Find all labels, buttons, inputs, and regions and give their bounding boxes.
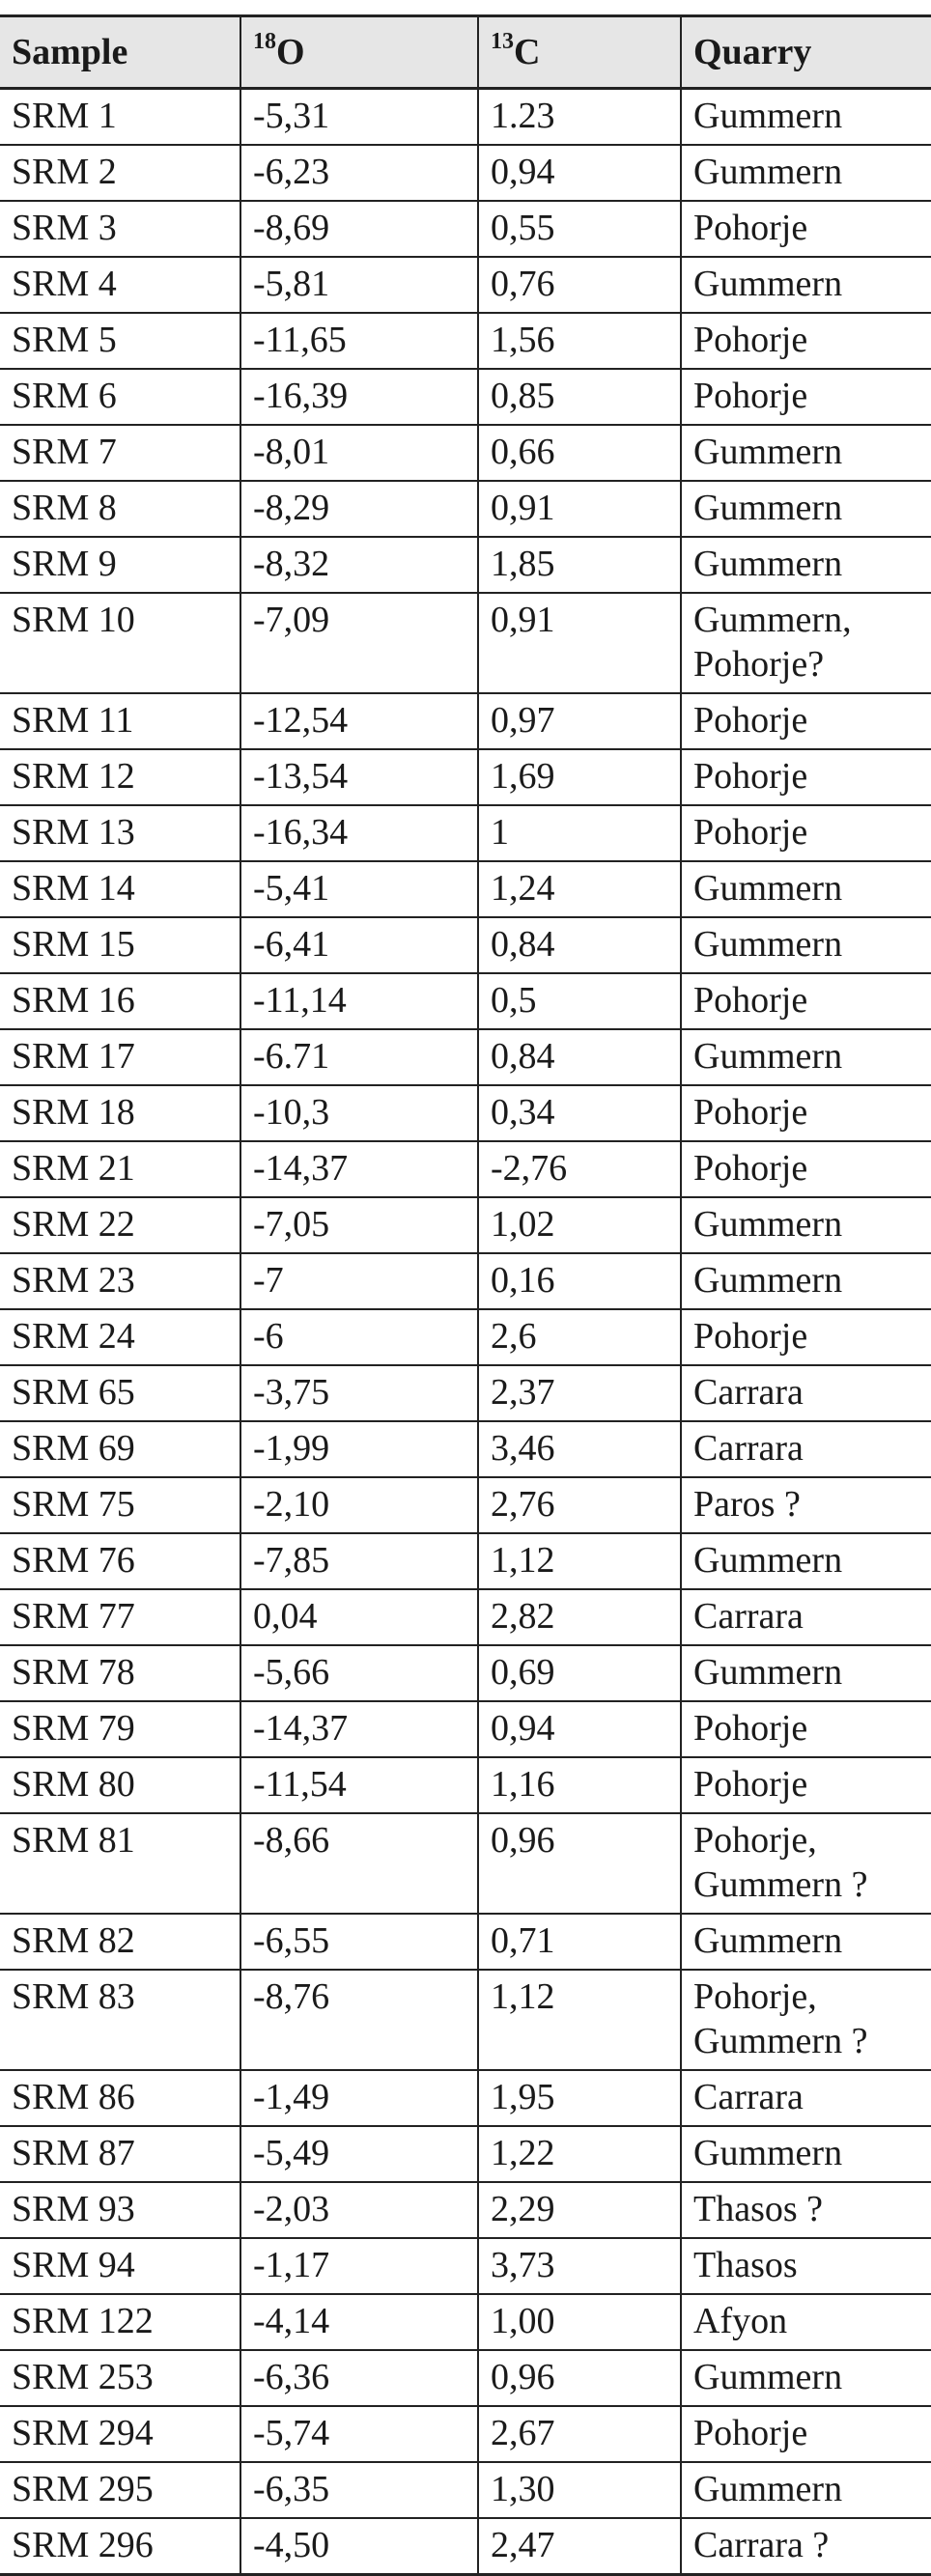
cell-sample: SRM 6 <box>0 369 240 425</box>
cell-sample: SRM 69 <box>0 1421 240 1477</box>
table-row <box>0 2182 931 2238</box>
table-row <box>0 1645 931 1701</box>
cell-carbon-13: 0,16 <box>478 1253 681 1309</box>
cell-sample: SRM 79 <box>0 1701 240 1757</box>
quarry-line: Paros ? <box>693 1484 801 1525</box>
cell-carbon-13: 0,96 <box>478 2350 681 2406</box>
cell-quarry <box>681 1085 931 1141</box>
cell-sample: SRM 16 <box>0 973 240 1029</box>
cell-carbon-13: 0,71 <box>478 1914 681 1970</box>
cell-oxygen-18: -10,3 <box>240 1085 478 1141</box>
cell-quarry <box>681 425 931 481</box>
table-row <box>0 369 931 425</box>
cell-quarry <box>681 481 931 537</box>
cell-quarry <box>681 1645 931 1701</box>
cell-sample: SRM 78 <box>0 1645 240 1701</box>
quarry-line: Gummern <box>693 1920 843 1961</box>
cell-quarry <box>681 1970 931 2070</box>
cell-quarry <box>681 1757 931 1813</box>
cell-sample: SRM 82 <box>0 1914 240 1970</box>
quarry-line: Gummern <box>693 2133 843 2173</box>
cell-carbon-13: 2,47 <box>478 2518 681 2575</box>
table-row <box>0 1914 931 1970</box>
cell-sample: SRM 83 <box>0 1970 240 2070</box>
quarry-line: Gummern <box>693 1652 843 1693</box>
table-row <box>0 1141 931 1197</box>
cell-sample: SRM 295 <box>0 2462 240 2518</box>
cell-quarry <box>681 2518 931 2575</box>
cell-oxygen-18: -6.71 <box>240 1029 478 1085</box>
quarry-line: Gummern <box>693 2469 843 2509</box>
cell-carbon-13: 2,6 <box>478 1309 681 1365</box>
cell-oxygen-18: -11,14 <box>240 973 478 1029</box>
cell-oxygen-18: -4,14 <box>240 2294 478 2350</box>
cell-carbon-13: 3,73 <box>478 2238 681 2294</box>
table-row <box>0 1533 931 1589</box>
cell-sample: SRM 81 <box>0 1813 240 1914</box>
cell-sample: SRM 2 <box>0 145 240 201</box>
cell-carbon-13: 1 <box>478 805 681 861</box>
quarry-line: Gummern ? <box>693 1864 868 1905</box>
cell-oxygen-18: -8,01 <box>240 425 478 481</box>
table-row <box>0 313 931 369</box>
cell-sample: SRM 294 <box>0 2406 240 2462</box>
cell-sample: SRM 87 <box>0 2126 240 2182</box>
quarry-line: Pohorje <box>693 2413 808 2453</box>
cell-quarry <box>681 1365 931 1421</box>
table-row <box>0 1421 931 1477</box>
cell-oxygen-18: -7,05 <box>240 1197 478 1253</box>
cell-sample: SRM 23 <box>0 1253 240 1309</box>
quarry-line: Gummern <box>693 924 843 965</box>
table-row <box>0 2126 931 2182</box>
table-header <box>0 16 931 89</box>
cell-carbon-13: 0,34 <box>478 1085 681 1141</box>
cell-oxygen-18: -7,85 <box>240 1533 478 1589</box>
cell-sample: SRM 7 <box>0 425 240 481</box>
table-row <box>0 2462 931 2518</box>
cell-carbon-13: 2,29 <box>478 2182 681 2238</box>
table-row <box>0 917 931 973</box>
cell-carbon-13: 1,95 <box>478 2070 681 2126</box>
table-row <box>0 1029 931 1085</box>
table-row <box>0 593 931 693</box>
table-row <box>0 693 931 749</box>
cell-carbon-13: 0,55 <box>478 201 681 257</box>
cell-quarry <box>681 369 931 425</box>
cell-quarry <box>681 1914 931 1970</box>
cell-quarry <box>681 917 931 973</box>
cell-quarry <box>681 2462 931 2518</box>
table-row <box>0 257 931 313</box>
cell-oxygen-18: -13,54 <box>240 749 478 805</box>
cell-sample: SRM 77 <box>0 1589 240 1645</box>
cell-carbon-13: 0,91 <box>478 593 681 693</box>
cell-sample: SRM 24 <box>0 1309 240 1365</box>
table-row <box>0 1309 931 1365</box>
header-sample <box>0 16 240 89</box>
quarry-line: Pohorje <box>693 1708 808 1749</box>
cell-quarry <box>681 2350 931 2406</box>
header-oxygen-18-mass: 18 <box>253 29 276 55</box>
cell-sample: SRM 11 <box>0 693 240 749</box>
cell-oxygen-18: -16,39 <box>240 369 478 425</box>
cell-sample: SRM 17 <box>0 1029 240 1085</box>
table-row <box>0 1757 931 1813</box>
cell-sample: SRM 65 <box>0 1365 240 1421</box>
table-row <box>0 2406 931 2462</box>
cell-quarry <box>681 593 931 693</box>
cell-oxygen-18: -4,50 <box>240 2518 478 2575</box>
table-row <box>0 2070 931 2126</box>
quarry-line: Pohorje <box>693 1316 808 1357</box>
quarry-line: Thasos ? <box>693 2189 824 2229</box>
header-carbon-13-mass: 13 <box>491 29 514 55</box>
cell-sample: SRM 93 <box>0 2182 240 2238</box>
cell-carbon-13: 0,66 <box>478 425 681 481</box>
quarry-line: Gummern <box>693 1036 843 1077</box>
cell-quarry <box>681 1029 931 1085</box>
cell-sample: SRM 80 <box>0 1757 240 1813</box>
table-row <box>0 1589 931 1645</box>
cell-quarry <box>681 2070 931 2126</box>
table-row <box>0 861 931 917</box>
cell-carbon-13: 0,84 <box>478 917 681 973</box>
quarry-line: Gummern ? <box>693 2021 868 2061</box>
quarry-line: Pohorje <box>693 980 808 1021</box>
quarry-line: Pohorje <box>693 376 808 416</box>
cell-carbon-13: 0,84 <box>478 1029 681 1085</box>
table-row <box>0 1701 931 1757</box>
quarry-line: Afyon <box>693 2301 788 2341</box>
cell-sample: SRM 253 <box>0 2350 240 2406</box>
cell-carbon-13: 1,30 <box>478 2462 681 2518</box>
cell-oxygen-18: -8,69 <box>240 201 478 257</box>
cell-sample: SRM 10 <box>0 593 240 693</box>
header-quarry-label: Quarry <box>693 32 812 72</box>
table-row <box>0 1970 931 2070</box>
table-row <box>0 1253 931 1309</box>
quarry-line: Pohorje <box>693 700 808 741</box>
cell-oxygen-18: -8,29 <box>240 481 478 537</box>
header-sample-label: Sample <box>12 32 128 72</box>
cell-sample: SRM 21 <box>0 1141 240 1197</box>
cell-sample: SRM 12 <box>0 749 240 805</box>
cell-oxygen-18: -16,34 <box>240 805 478 861</box>
quarry-line: Gummern <box>693 868 843 909</box>
table-row <box>0 1197 931 1253</box>
cell-oxygen-18: -5,41 <box>240 861 478 917</box>
cell-oxygen-18: -11,65 <box>240 313 478 369</box>
quarry-line: Pohorje, <box>693 1976 817 2017</box>
cell-carbon-13: 3,46 <box>478 1421 681 1477</box>
quarry-line: Pohorje <box>693 320 808 360</box>
cell-oxygen-18: -5,66 <box>240 1645 478 1701</box>
cell-carbon-13: 1,00 <box>478 2294 681 2350</box>
cell-oxygen-18: -1,17 <box>240 2238 478 2294</box>
cell-carbon-13: 1,22 <box>478 2126 681 2182</box>
quarry-line: Pohorje <box>693 812 808 853</box>
quarry-line: Carrara <box>693 1596 804 1637</box>
quarry-line: Pohorje, <box>693 1820 817 1861</box>
cell-carbon-13: 2,67 <box>478 2406 681 2462</box>
cell-quarry <box>681 1533 931 1589</box>
cell-oxygen-18: -8,66 <box>240 1813 478 1914</box>
cell-oxygen-18: -5,81 <box>240 257 478 313</box>
cell-sample: SRM 22 <box>0 1197 240 1253</box>
header-row <box>0 16 931 89</box>
quarry-line: Gummern <box>693 2357 843 2397</box>
cell-quarry <box>681 749 931 805</box>
cell-carbon-13: 1,56 <box>478 313 681 369</box>
quarry-line: Gummern <box>693 152 843 192</box>
cell-quarry <box>681 313 931 369</box>
cell-quarry <box>681 145 931 201</box>
quarry-line: Pohorje <box>693 1092 808 1133</box>
cell-carbon-13: 2,82 <box>478 1589 681 1645</box>
cell-carbon-13: 0,69 <box>478 1645 681 1701</box>
cell-quarry <box>681 1421 931 1477</box>
quarry-line: Pohorje? <box>693 644 825 685</box>
cell-oxygen-18: -2,10 <box>240 1477 478 1533</box>
table-row <box>0 805 931 861</box>
cell-oxygen-18: -6,23 <box>240 145 478 201</box>
quarry-line: Gummern, <box>693 600 852 640</box>
cell-quarry <box>681 1701 931 1757</box>
cell-carbon-13: -2,76 <box>478 1141 681 1197</box>
table-row <box>0 537 931 593</box>
table-row <box>0 481 931 537</box>
table-row <box>0 2350 931 2406</box>
cell-quarry <box>681 2406 931 2462</box>
header-quarry <box>681 16 931 89</box>
quarry-line: Pohorje <box>693 756 808 797</box>
quarry-line: Pohorje <box>693 1148 808 1189</box>
quarry-line: Gummern <box>693 432 843 472</box>
cell-oxygen-18: -6,36 <box>240 2350 478 2406</box>
table-row <box>0 425 931 481</box>
cell-carbon-13: 0,91 <box>478 481 681 537</box>
quarry-line: Thasos <box>693 2245 798 2285</box>
cell-sample: SRM 18 <box>0 1085 240 1141</box>
cell-carbon-13: 0,5 <box>478 973 681 1029</box>
cell-quarry <box>681 89 931 146</box>
quarry-line: Gummern <box>693 1540 843 1581</box>
cell-oxygen-18: -6,41 <box>240 917 478 973</box>
table-row <box>0 2238 931 2294</box>
cell-quarry <box>681 861 931 917</box>
cell-sample: SRM 5 <box>0 313 240 369</box>
cell-quarry <box>681 973 931 1029</box>
cell-carbon-13: 0,96 <box>478 1813 681 1914</box>
cell-carbon-13: 1,85 <box>478 537 681 593</box>
cell-oxygen-18: -6,55 <box>240 1914 478 1970</box>
header-carbon-13 <box>478 16 681 89</box>
table-row <box>0 749 931 805</box>
cell-quarry <box>681 805 931 861</box>
cell-sample: SRM 15 <box>0 917 240 973</box>
table-row <box>0 1477 931 1533</box>
cell-quarry <box>681 2126 931 2182</box>
cell-carbon-13: 1,69 <box>478 749 681 805</box>
cell-quarry <box>681 2238 931 2294</box>
cell-quarry <box>681 1197 931 1253</box>
cell-sample: SRM 75 <box>0 1477 240 1533</box>
cell-carbon-13: 1,02 <box>478 1197 681 1253</box>
cell-quarry <box>681 1309 931 1365</box>
cell-quarry <box>681 257 931 313</box>
cell-quarry <box>681 2182 931 2238</box>
quarry-line: Gummern <box>693 488 843 528</box>
cell-sample: SRM 4 <box>0 257 240 313</box>
cell-oxygen-18: -6 <box>240 1309 478 1365</box>
header-carbon-13-symbol: C <box>514 32 541 72</box>
quarry-line: Gummern <box>693 264 843 304</box>
cell-oxygen-18: -14,37 <box>240 1141 478 1197</box>
cell-oxygen-18: -6,35 <box>240 2462 478 2518</box>
cell-sample: SRM 94 <box>0 2238 240 2294</box>
cell-carbon-13: 1.23 <box>478 89 681 146</box>
cell-quarry <box>681 1141 931 1197</box>
cell-quarry <box>681 1253 931 1309</box>
cell-carbon-13: 0,94 <box>478 1701 681 1757</box>
cell-oxygen-18: -2,03 <box>240 2182 478 2238</box>
table-row <box>0 1085 931 1141</box>
cell-oxygen-18: -14,37 <box>240 1701 478 1757</box>
cell-sample: SRM 3 <box>0 201 240 257</box>
cell-carbon-13: 1,16 <box>478 1757 681 1813</box>
cell-sample: SRM 9 <box>0 537 240 593</box>
cell-quarry <box>681 1589 931 1645</box>
cell-oxygen-18: 0,04 <box>240 1589 478 1645</box>
quarry-line: Carrara ? <box>693 2525 830 2565</box>
quarry-line: Gummern <box>693 96 843 136</box>
cell-sample: SRM 122 <box>0 2294 240 2350</box>
cell-sample: SRM 1 <box>0 89 240 146</box>
table-body <box>0 89 931 2575</box>
cell-carbon-13: 0,94 <box>478 145 681 201</box>
cell-quarry <box>681 693 931 749</box>
quarry-line: Gummern <box>693 544 843 584</box>
table-row <box>0 201 931 257</box>
quarry-line: Gummern <box>693 1204 843 1245</box>
cell-oxygen-18: -8,32 <box>240 537 478 593</box>
quarry-line: Carrara <box>693 2077 804 2117</box>
cell-oxygen-18: -8,76 <box>240 1970 478 2070</box>
table-row <box>0 89 931 146</box>
cell-oxygen-18: -7,09 <box>240 593 478 693</box>
cell-sample: SRM 296 <box>0 2518 240 2575</box>
cell-quarry <box>681 2294 931 2350</box>
header-oxygen-18-symbol: O <box>276 32 305 72</box>
cell-carbon-13: 0,97 <box>478 693 681 749</box>
cell-quarry <box>681 1813 931 1914</box>
isotope-table <box>0 14 931 2576</box>
cell-sample: SRM 14 <box>0 861 240 917</box>
cell-quarry <box>681 201 931 257</box>
quarry-line: Carrara <box>693 1372 804 1413</box>
cell-oxygen-18: -1,99 <box>240 1421 478 1477</box>
isotope-table-container <box>0 14 931 2576</box>
cell-oxygen-18: -1,49 <box>240 2070 478 2126</box>
cell-oxygen-18: -7 <box>240 1253 478 1309</box>
cell-carbon-13: 0,85 <box>478 369 681 425</box>
cell-quarry <box>681 537 931 593</box>
table-row <box>0 2294 931 2350</box>
cell-sample: SRM 86 <box>0 2070 240 2126</box>
cell-oxygen-18: -5,31 <box>240 89 478 146</box>
cell-oxygen-18: -5,49 <box>240 2126 478 2182</box>
cell-oxygen-18: -12,54 <box>240 693 478 749</box>
table-row <box>0 1365 931 1421</box>
quarry-line: Pohorje <box>693 208 808 248</box>
table-row <box>0 145 931 201</box>
cell-oxygen-18: -5,74 <box>240 2406 478 2462</box>
cell-sample: SRM 76 <box>0 1533 240 1589</box>
cell-carbon-13: 1,12 <box>478 1533 681 1589</box>
cell-sample: SRM 8 <box>0 481 240 537</box>
quarry-line: Pohorje <box>693 1764 808 1805</box>
cell-carbon-13: 2,76 <box>478 1477 681 1533</box>
cell-carbon-13: 1,12 <box>478 1970 681 2070</box>
table-row <box>0 1813 931 1914</box>
table-row <box>0 973 931 1029</box>
table-row <box>0 2518 931 2575</box>
cell-sample: SRM 13 <box>0 805 240 861</box>
quarry-line: Gummern <box>693 1260 843 1301</box>
cell-quarry <box>681 1477 931 1533</box>
cell-carbon-13: 2,37 <box>478 1365 681 1421</box>
quarry-line: Carrara <box>693 1428 804 1469</box>
cell-oxygen-18: -3,75 <box>240 1365 478 1421</box>
cell-carbon-13: 0,76 <box>478 257 681 313</box>
cell-carbon-13: 1,24 <box>478 861 681 917</box>
header-oxygen-18 <box>240 16 478 89</box>
cell-oxygen-18: -11,54 <box>240 1757 478 1813</box>
